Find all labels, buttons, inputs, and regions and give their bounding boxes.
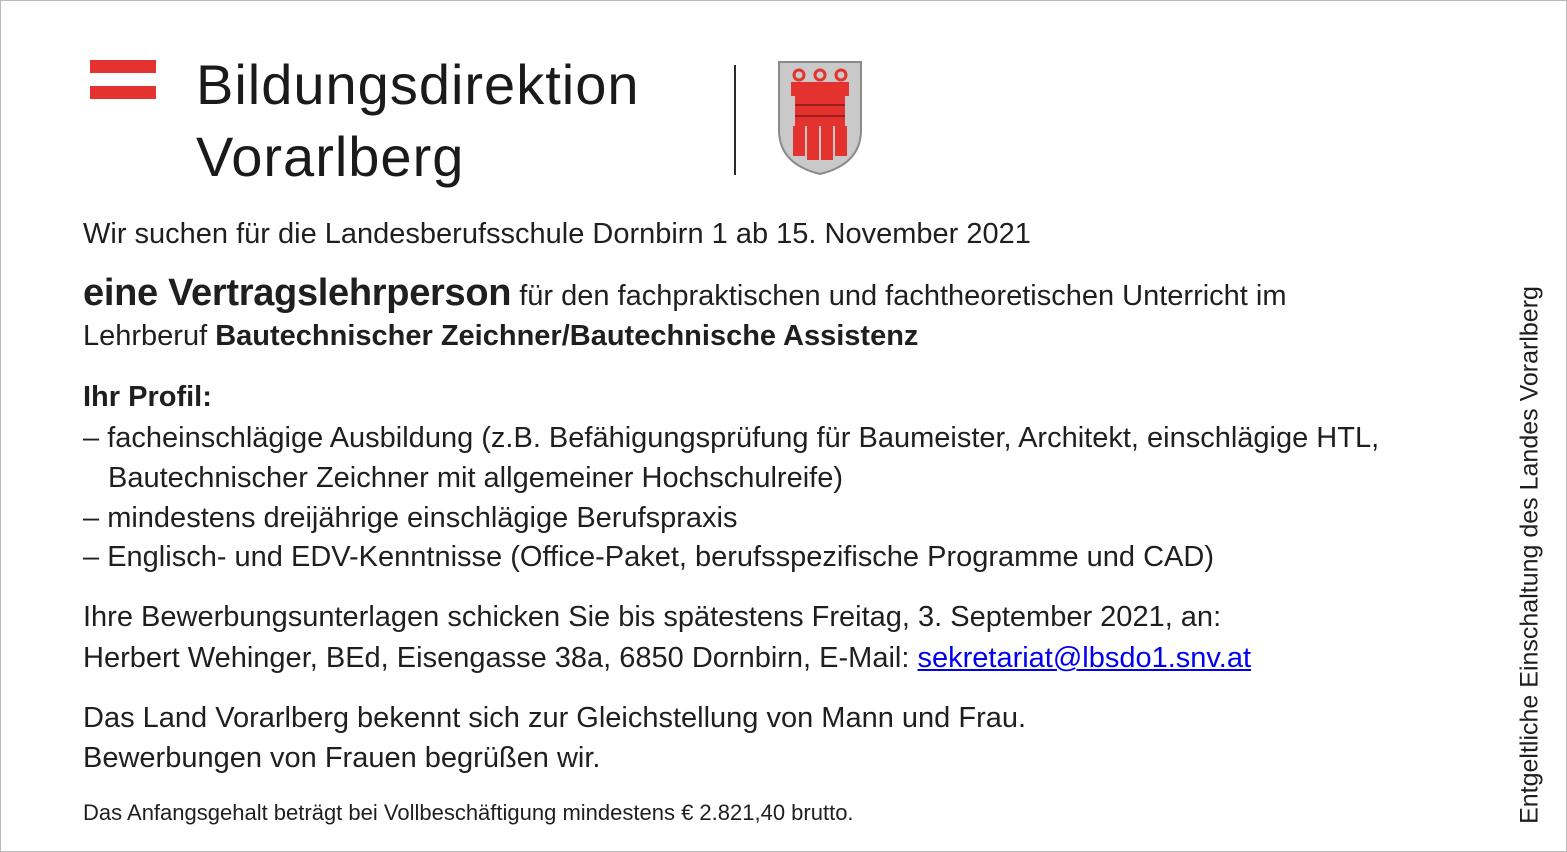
position-title: eine Vertragslehrperson <box>83 272 512 314</box>
position-line <box>83 272 1287 317</box>
bullet-marker: – <box>83 541 100 573</box>
application-deadline: Ihre Bewerbungsunterlagen schicken Sie bis spätestens Freitag, 3. September 2021, an: <box>83 601 1222 633</box>
profile-item-continuation: Bautechnischer Zeichner mit allgemeiner Hochschulreife) <box>108 462 843 494</box>
bullet-marker: – <box>83 422 100 454</box>
profile-heading: Ihr Profil: <box>83 381 212 413</box>
org-name-line1: Bildungsdirektion <box>196 53 640 116</box>
austria-flag-icon <box>90 60 156 101</box>
paid-advertisement-note: Entgeltliche Einschaltung des Landes Vorarlberg <box>1515 286 1544 824</box>
position-description: für den fachpraktischen und fachtheoretischen Unterricht im <box>511 280 1287 312</box>
position-line2-prefix: Lehrberuf <box>83 320 216 352</box>
bullet-marker: – <box>83 502 100 534</box>
intro-text: Wir suchen für die Landesberufsschule Dornbirn 1 ab 15. November 2021 <box>83 218 1031 250</box>
application-contact <box>83 638 1251 678</box>
profile-item-text: Englisch- und EDV-Kenntnisse (Office-Paket, berufsspezifische Programme und CAD) <box>107 541 1214 573</box>
contact-address: Herbert Wehinger, BEd, Eisengasse 38a, 6850 Dornbirn, E-Mail: <box>83 642 918 674</box>
profile-item <box>83 498 738 538</box>
profession-name: Bautechnischer Zeichner/Bautechnische Assistenz <box>215 320 919 352</box>
email-link[interactable]: sekretariat@lbsdo1.snv.at <box>917 642 1252 674</box>
salary-note: Das Anfangsgehalt beträgt bei Vollbeschäftigung mindestens € 2.821,40 brutto. <box>83 800 854 825</box>
equality-statement-2: Bewerbungen von Frauen begrüßen wir. <box>83 742 601 774</box>
profile-item <box>83 537 1214 577</box>
profile-item-text: facheinschlägige Ausbildung (z.B. Befähigungsprüfung für Baumeister, Architekt, einschlägige HTL, <box>107 422 1380 454</box>
profile-item-text: mindestens dreijährige einschlägige Berufspraxis <box>107 502 738 534</box>
equality-statement: Das Land Vorarlberg bekennt sich zur Gleichstellung von Mann und Frau. <box>83 702 1027 734</box>
position-line2 <box>83 316 918 356</box>
coat-of-arms-icon <box>777 60 863 176</box>
org-name-line2: Vorarlberg <box>196 125 465 188</box>
profile-item <box>83 418 1379 458</box>
header-divider <box>734 65 736 175</box>
